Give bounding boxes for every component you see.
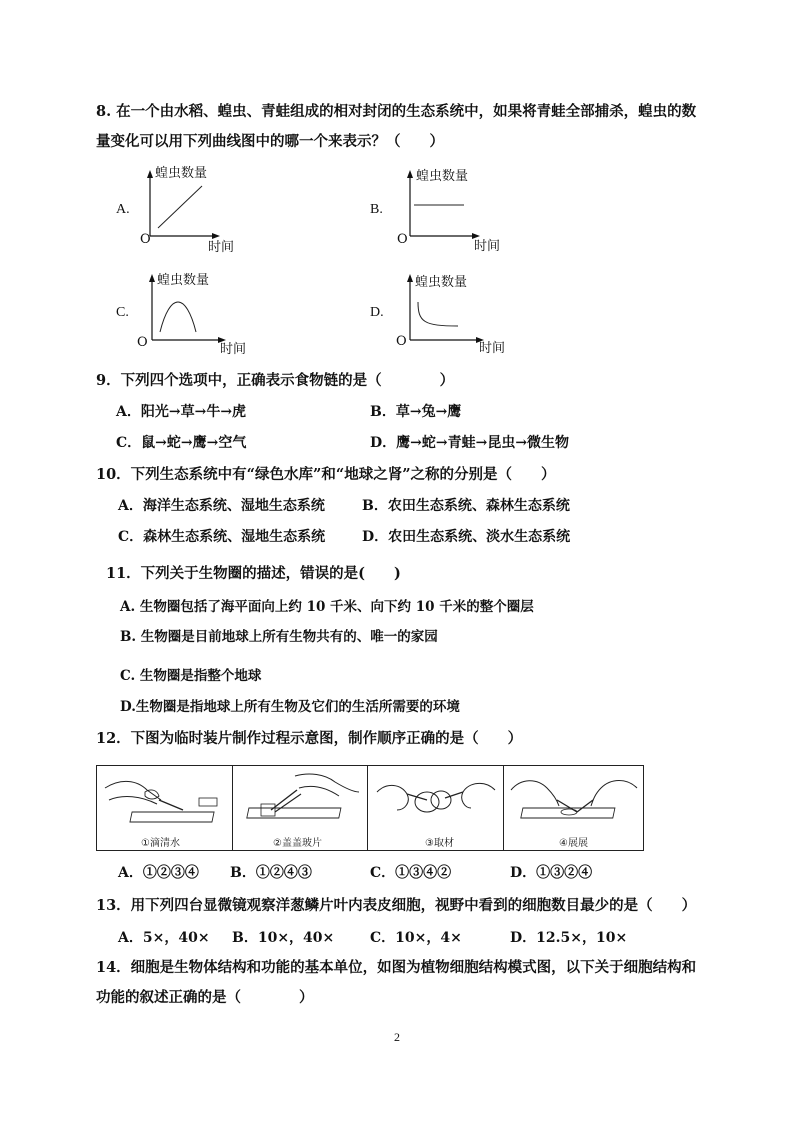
q8-option-a-letter: A. [116, 202, 130, 217]
q12-option-b: B．①②④③ [230, 865, 312, 881]
q8-graph-d-ylabel: 蝗虫数量 [415, 275, 468, 290]
q12-panel-4-drawing [507, 770, 641, 828]
q8-graph-d-curve [418, 302, 458, 326]
q8-graph-b [400, 170, 480, 242]
q13-option-c: C．10×，4× [370, 930, 462, 946]
q8-graph-a-curve [158, 186, 202, 228]
q8-graph-d-xlabel: 时间 [479, 341, 506, 356]
q8-graph-c-curve [160, 302, 196, 332]
q9-option-d: D．鹰→蛇→青蛙→昆虫→微生物 [370, 435, 570, 451]
q8-graph-a-origin: O [140, 232, 151, 247]
q13-option-b: B．10×，40× [232, 930, 335, 946]
q12-panel-2-caption: ②盖盖玻片 [273, 838, 322, 849]
q8-graph-b-origin: O [397, 232, 408, 247]
q11-stem: 11．下列关于生物圈的描述，错误的是( ) [106, 565, 401, 582]
q9-option-b: B．草→兔→鹰 [370, 404, 462, 420]
q10-option-b: B．农田生态系统、森林生态系统 [362, 498, 570, 514]
q8-graph-c-xlabel: 时间 [220, 342, 247, 357]
q12-figure [96, 765, 644, 851]
q8-graph-c-origin: O [137, 335, 148, 350]
q12-panel-3-drawing [371, 770, 501, 828]
q10-option-d: D．农田生态系统、淡水生态系统 [362, 529, 571, 545]
q10-option-a: A．海洋生态系统、湿地生态系统 [118, 498, 325, 514]
q10-stem: 10．下列生态系统中有“绿色水库”和“地球之肾”之称的分别是（ ） [96, 466, 556, 483]
q8-option-d-letter: D. [370, 305, 384, 320]
q12-option-c: C．①③④② [370, 865, 452, 881]
q13-stem: 13．用下列四台显微镜观察洋葱鳞片叶内表皮细胞，视野中看到的细胞数目最少的是（ ） [96, 897, 697, 914]
q12-panel-1-drawing [101, 770, 229, 828]
q13-option-d: D．12.5×，10× [510, 930, 628, 946]
q11-option-c: C. 生物圈是指整个地球 [120, 668, 262, 684]
q12-panel-1-caption: ①滴清水 [141, 838, 180, 849]
q8-graph-d [400, 274, 484, 346]
q11-option-a: A. 生物圈包括了海平面向上约 10 千米、向下约 10 千米的整个圈层 [120, 599, 534, 615]
q10-option-c: C．森林生态系统、湿地生态系统 [118, 529, 326, 545]
q8-graph-b-ylabel: 蝗虫数量 [416, 169, 469, 184]
q8-graph-c-ylabel: 蝗虫数量 [157, 273, 210, 288]
q11-option-b: B. 生物圈是目前地球上所有生物共有的、唯一的家园 [120, 629, 438, 645]
q8-graph-a-xlabel: 时间 [208, 240, 235, 255]
q8-graph-b-xlabel: 时间 [474, 239, 501, 254]
q8-stem-line2: 量变化可以用下列曲线图中的哪一个来表示？（ ） [96, 133, 444, 150]
q12-panel-4-caption: ④展展 [559, 838, 588, 849]
q8-graph-a [140, 170, 220, 242]
q8-option-c-letter: C. [116, 305, 129, 320]
q9-option-c: C．鼠→蛇→鹰→空气 [116, 435, 247, 451]
q8-option-b-letter: B. [370, 202, 383, 217]
q8-stem-line1: 8. 在一个由水稻、蝗虫、青蛙组成的相对封闭的生态系统中，如果将青蛙全部捕杀，蝗虫的数 [96, 103, 697, 120]
q9-option-a: A．阳光→草→牛→虎 [116, 404, 247, 420]
q8-graph-a-ylabel: 蝗虫数量 [155, 166, 208, 181]
q12-option-d: D．①③②④ [510, 865, 593, 881]
q8-graph-c [142, 274, 226, 346]
q8-graph-d-origin: O [396, 334, 407, 349]
q14-stem-line1: 14．细胞是生物体结构和功能的基本单位，如图为植物细胞结构模式图，以下关于细胞结构和 [96, 959, 697, 976]
q12-stem: 12．下图为临时装片制作过程示意图，制作顺序正确的是（ ） [96, 730, 523, 747]
q12-panel-3-caption: ③取材 [425, 838, 454, 849]
q9-stem: 9．下列四个选项中，正确表示食物链的是（ ） [96, 372, 455, 389]
page-number: 2 [394, 1030, 400, 1044]
q14-stem-line2: 功能的叙述正确的是（ ） [96, 989, 314, 1006]
q11-option-d: D.生物圈是指地球上所有生物及它们的生活所需要的环境 [120, 699, 460, 715]
q13-option-a: A．5×，40× [118, 930, 210, 946]
q12-option-a: A．①②③④ [118, 865, 199, 881]
q12-panel-2-drawing [235, 770, 365, 828]
